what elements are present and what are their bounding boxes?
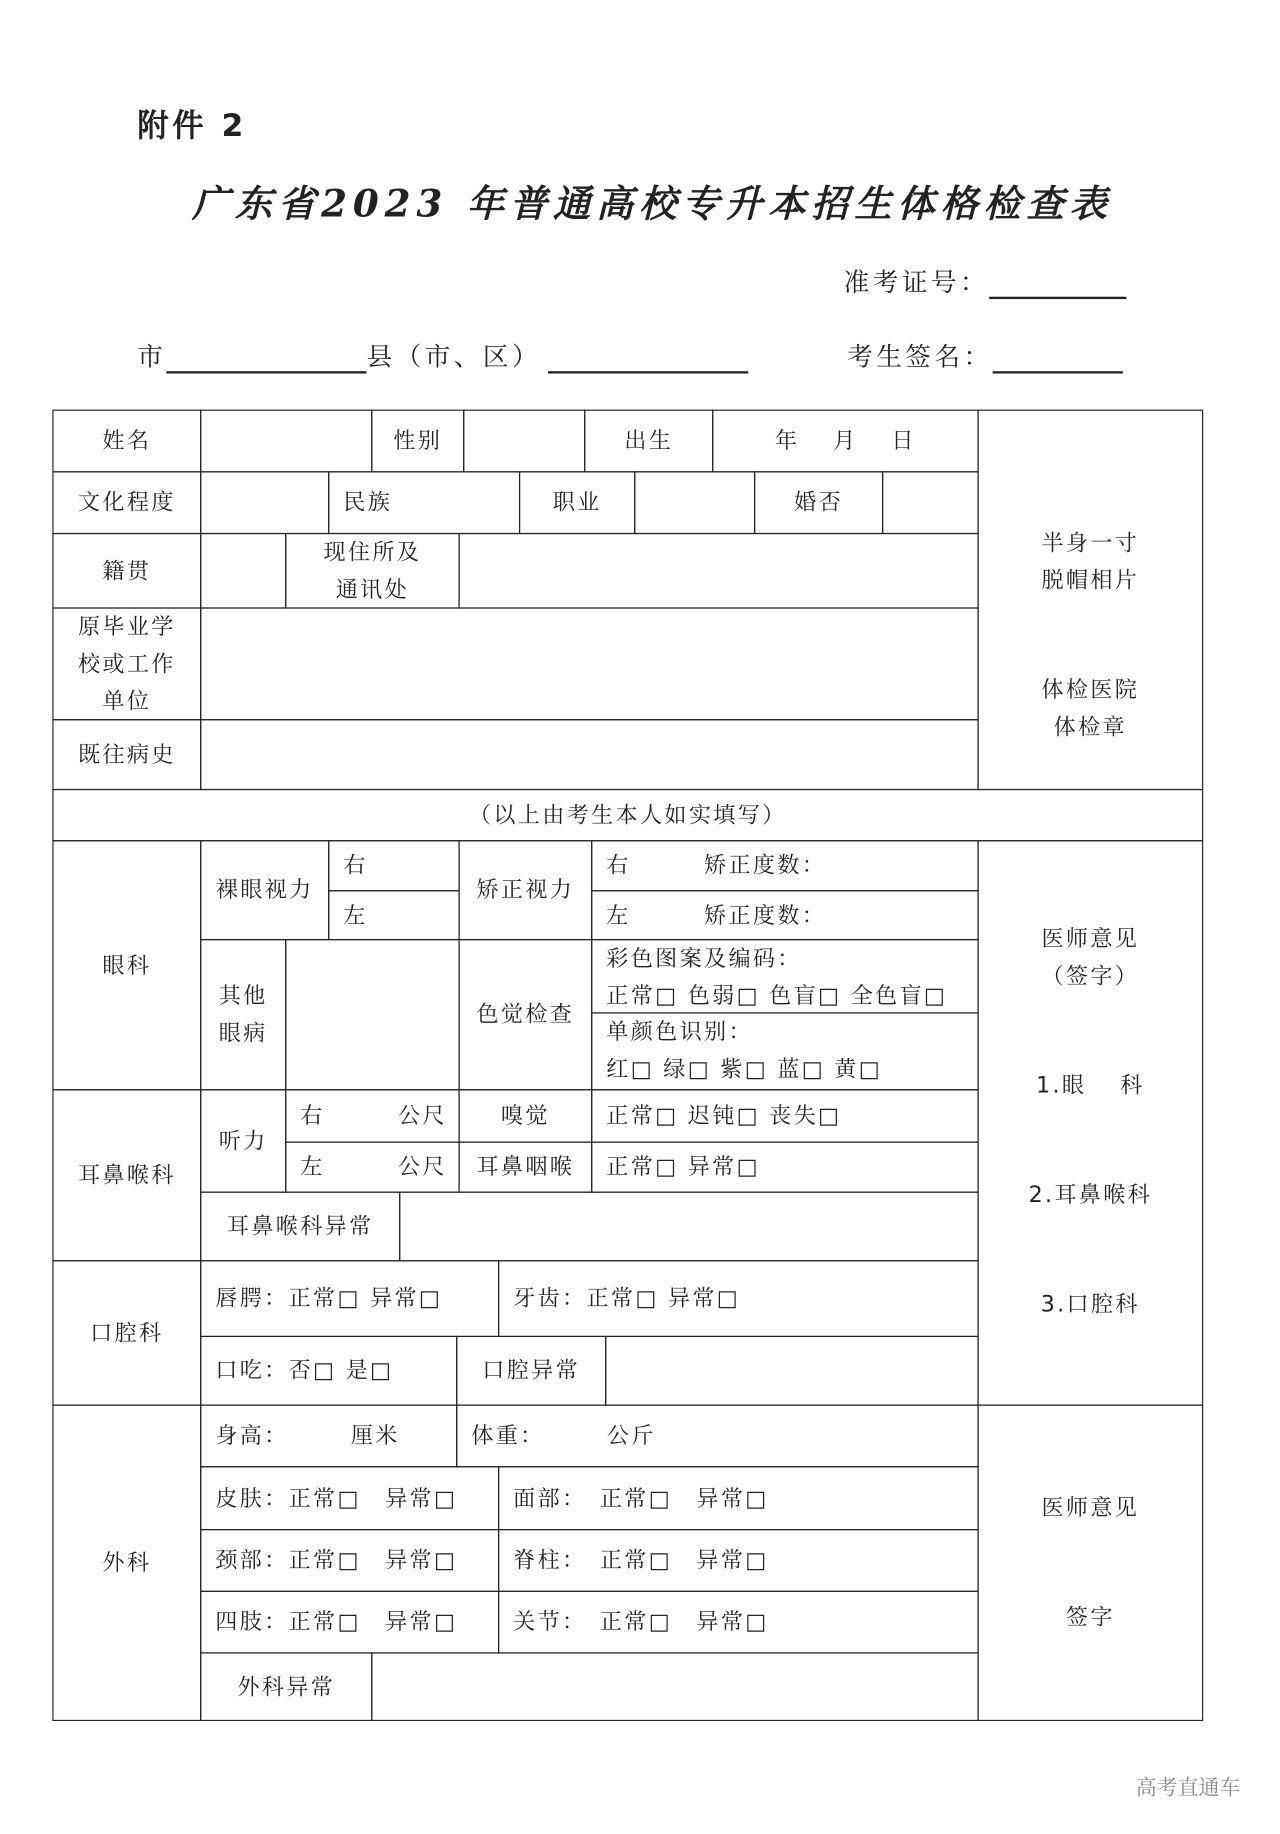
spine-options[interactable]: 脊柱： 正常□ 异常□	[498, 1529, 979, 1592]
oral-abnormal-label: 口腔异常	[456, 1336, 606, 1406]
surgery-doctor-cell[interactable]	[977, 1405, 1203, 1722]
hearing-right[interactable]: 右 公尺	[285, 1089, 460, 1143]
single-color-cell[interactable]	[591, 1012, 978, 1090]
height-field[interactable]: 身高： 厘米	[200, 1405, 457, 1468]
eye-section-label: 眼科	[52, 840, 201, 1090]
face-options[interactable]: 面部： 正常□ 异常□	[498, 1466, 979, 1530]
doctor-eye-label: 1.眼 科	[1036, 1072, 1145, 1099]
doctor-ent-label: 2.耳鼻喉科	[1028, 1182, 1153, 1208]
occupation-label: 职业	[519, 471, 635, 534]
address-label-line: 通讯处	[335, 576, 410, 603]
color-pattern-label: 彩色图案及编码：	[606, 946, 802, 972]
surgery-sign-label: 签字	[1065, 1604, 1115, 1631]
school-label-line: 原毕业学	[77, 613, 176, 640]
skin-options[interactable]: 皮肤：正常□ 异常□	[200, 1466, 499, 1530]
stamp-label: 体检章	[1053, 714, 1127, 741]
corrected-left[interactable]: 左 矫正度数：	[591, 890, 978, 940]
gender-input[interactable]	[463, 410, 585, 473]
county-label: 县（市、区）	[366, 343, 542, 373]
address-label	[285, 533, 460, 609]
ent-abnormal-label: 耳鼻喉科异常	[200, 1192, 400, 1262]
naked-vision-label: 裸眼视力	[200, 840, 329, 940]
surgery-opinion-label: 医师意见	[1041, 1495, 1140, 1521]
city-label: 市	[137, 343, 167, 373]
photo-stamp-cell	[977, 410, 1203, 791]
smell-options[interactable]: 正常□ 迟钝□ 丧失□	[591, 1089, 978, 1143]
doctor-oral-label: 3.口腔科	[1040, 1291, 1140, 1318]
photo-label: 半身一寸	[1041, 530, 1140, 557]
joints-options[interactable]: 关节： 正常□ 异常□	[498, 1591, 979, 1654]
location-fields[interactable]	[137, 337, 748, 373]
surgery-abnormal-input[interactable]	[371, 1652, 978, 1721]
other-eye-label-line: 其他	[218, 983, 268, 1009]
self-fill-note: （以上由考生本人如实填写）	[52, 789, 1203, 841]
marital-label: 婚否	[754, 471, 883, 534]
school-label	[52, 607, 201, 720]
school-label-line: 单位	[102, 688, 152, 714]
marital-input[interactable]	[882, 471, 979, 534]
color-check-label: 色觉检查	[458, 939, 592, 1090]
native-input[interactable]	[200, 533, 286, 609]
other-eye-disease-label	[200, 939, 286, 1090]
hearing-left[interactable]: 左 公尺	[285, 1142, 460, 1193]
surgery-section-label: 外科	[52, 1405, 201, 1722]
signature-field[interactable]	[847, 337, 1123, 373]
name-input[interactable]	[200, 410, 372, 473]
photo-label: 脱帽相片	[1041, 567, 1140, 594]
name-label: 姓名	[52, 410, 201, 473]
doctor-opinion-label: 医师意见	[1041, 926, 1140, 952]
lip-palate-options[interactable]: 唇腭：正常□ 异常□	[200, 1260, 499, 1337]
signature-label: 考生签名：	[847, 343, 993, 373]
ent-throat-options[interactable]: 正常□ 异常□	[591, 1142, 978, 1193]
birth-date-input[interactable]: 年 月 日	[712, 410, 978, 473]
exam-number-field[interactable]	[844, 263, 1127, 299]
address-label-line: 现住所及	[323, 539, 422, 565]
ethnicity-label: 民族	[328, 471, 520, 534]
naked-vision-right[interactable]: 右	[328, 840, 459, 891]
education-input[interactable]	[200, 471, 329, 534]
weight-field[interactable]: 体重： 公斤	[456, 1405, 978, 1468]
stamp-label: 体检医院	[1041, 677, 1140, 703]
history-input[interactable]	[200, 719, 978, 790]
oral-abnormal-input[interactable]	[605, 1336, 979, 1406]
neck-options[interactable]: 颈部：正常□ 异常□	[200, 1529, 499, 1592]
page-title: 广东省2023 年普通高校专升本招生体格检查表	[192, 181, 1113, 226]
education-label: 文化程度	[52, 471, 201, 534]
oral-section-label: 口腔科	[52, 1260, 201, 1405]
gender-label: 性别	[371, 410, 464, 473]
school-label-line: 校或工作	[77, 651, 176, 677]
hearing-label: 听力	[200, 1089, 286, 1193]
occupation-input[interactable]	[634, 471, 755, 534]
naked-vision-left[interactable]: 左	[328, 890, 459, 940]
exam-number-label: 准考证号：	[843, 268, 990, 298]
native-label: 籍贯	[52, 533, 201, 609]
single-color-label: 单颜色识别：	[606, 1019, 753, 1045]
attachment-label: 附件 2	[137, 108, 247, 145]
stutter-options[interactable]: 口吃：否□ 是□	[200, 1336, 457, 1406]
other-eye-label-line: 眼病	[218, 1020, 268, 1047]
corrected-vision-label: 矫正视力	[458, 840, 592, 940]
limbs-options[interactable]: 四肢：正常□ 异常□	[200, 1591, 499, 1654]
ent-throat-label: 耳鼻咽喉	[458, 1142, 592, 1193]
ent-section-label: 耳鼻喉科	[52, 1089, 201, 1261]
teeth-options[interactable]: 牙齿：正常□ 异常□	[498, 1260, 979, 1337]
history-label: 既往病史	[52, 719, 201, 790]
other-eye-disease-input[interactable]	[285, 939, 460, 1090]
doctor-sign-label: （签字）	[1041, 963, 1140, 990]
color-pattern-options[interactable]: 正常□ 色弱□ 色盲□ 全色盲□	[606, 983, 948, 1009]
surgery-abnormal-label: 外科异常	[200, 1652, 372, 1721]
ent-abnormal-input[interactable]	[399, 1192, 978, 1262]
single-color-options[interactable]: 红□ 绿□ 紫□ 蓝□ 黄□	[606, 1056, 882, 1083]
birth-label: 出生	[584, 410, 713, 473]
corrected-right[interactable]: 右 矫正度数：	[591, 840, 978, 891]
doctor-opinion-cell[interactable]	[977, 840, 1203, 1406]
color-pattern-cell[interactable]	[591, 939, 978, 1013]
address-input[interactable]	[458, 533, 978, 609]
watermark: 高考直通车	[1135, 1775, 1241, 1801]
school-input[interactable]	[200, 607, 978, 720]
smell-label: 嗅觉	[458, 1089, 592, 1143]
